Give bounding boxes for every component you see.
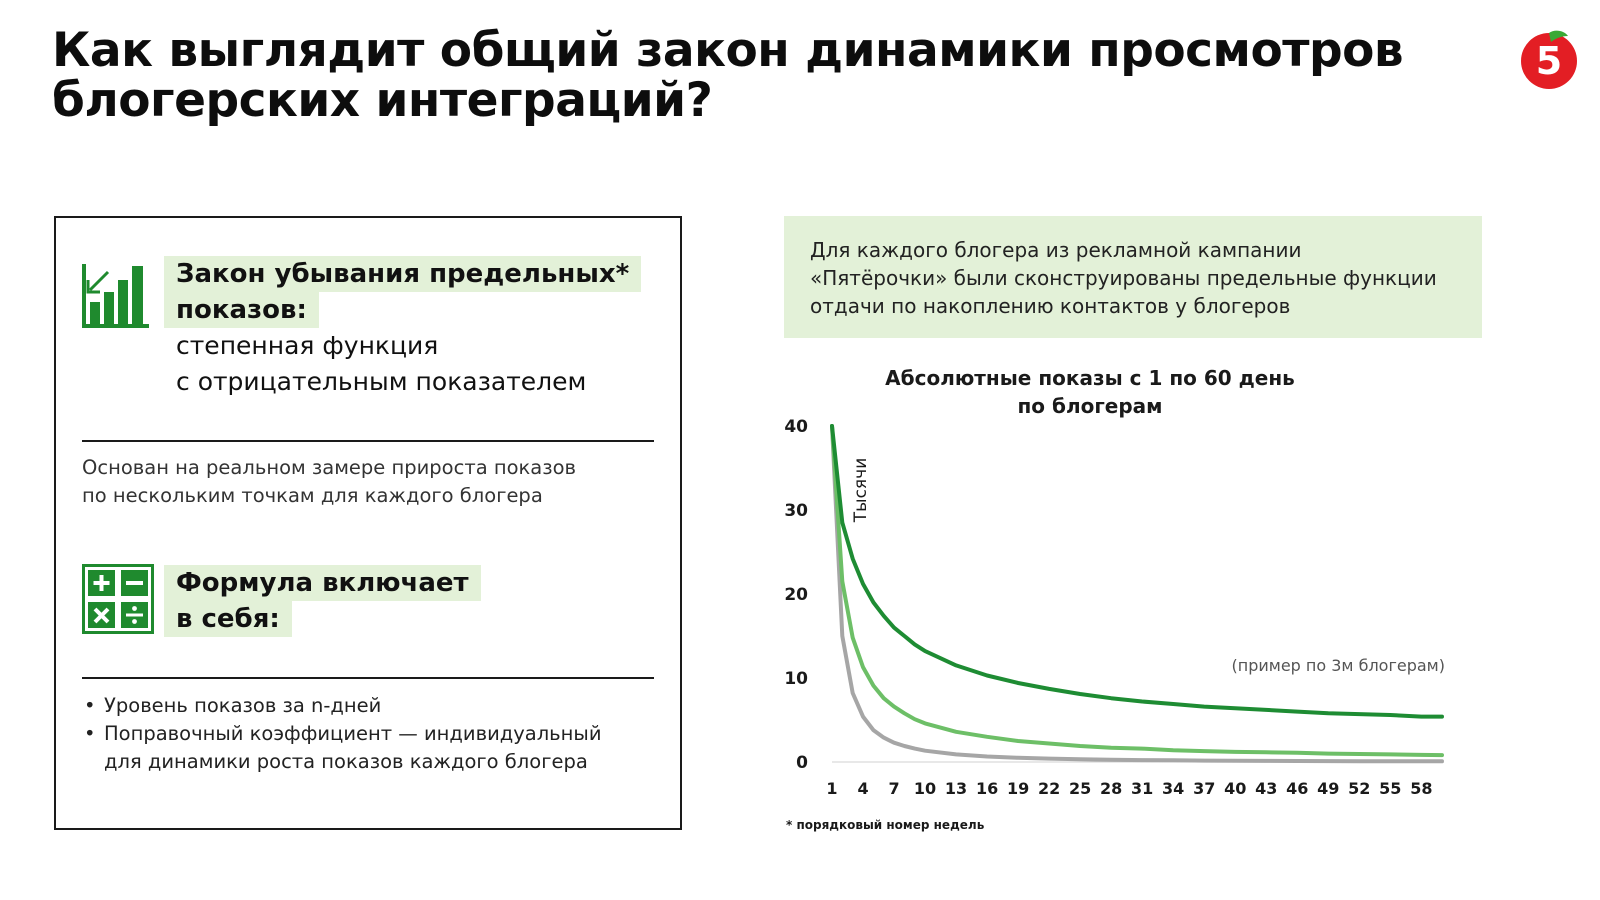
x-tick-label: 52 xyxy=(1348,779,1371,798)
x-tick-label: 43 xyxy=(1255,779,1278,798)
x-tick-label: 28 xyxy=(1100,779,1123,798)
y-tick-label: 30 xyxy=(784,501,808,521)
x-tick-label: 19 xyxy=(1006,779,1030,798)
note-line1: Для каждого блогера из рекламной кампании xyxy=(810,238,1302,262)
y-tick-label: 0 xyxy=(796,753,808,773)
x-tick-label: 46 xyxy=(1286,779,1309,798)
chart-annotation: (пример по 3м блогерам) xyxy=(1231,656,1445,675)
x-tick-label: 10 xyxy=(913,779,937,798)
basis-text xyxy=(82,454,662,510)
x-tick-label: 58 xyxy=(1410,779,1433,798)
x-tick-label: 1 xyxy=(826,779,838,798)
bullet-text: • Поправочный коэффициент — индивидуальный xyxy=(104,722,602,745)
info-note xyxy=(784,216,1482,338)
law-description-line1: степенная функция xyxy=(176,331,439,360)
formula-heading-line1: Формула включает xyxy=(164,565,481,601)
chart-title-line2: по блогерам xyxy=(1017,394,1163,418)
calculator-icon xyxy=(82,564,154,634)
basis-line1: Основан на реальном замере прироста показов xyxy=(82,456,577,479)
list-item xyxy=(82,720,672,776)
law-description-line2: с отрицательным показателем xyxy=(176,367,587,396)
note-line3: отдачи по накоплению контактов у блогеров xyxy=(810,294,1291,318)
x-tick-label: 34 xyxy=(1162,779,1185,798)
bullet-text: для динамики роста показов каждого блогера xyxy=(104,750,588,773)
x-tick-label: 49 xyxy=(1317,779,1340,798)
formula-heading-line2: в себя: xyxy=(164,601,292,637)
x-tick-label: 13 xyxy=(944,779,968,798)
y-tick-label: 10 xyxy=(784,669,808,689)
y-tick-label: 40 xyxy=(784,417,808,437)
bar-chart-decline-icon xyxy=(82,262,150,330)
divider-bottom xyxy=(82,677,654,679)
x-tick-label: 40 xyxy=(1224,779,1247,798)
x-tick-label: 22 xyxy=(1037,779,1061,798)
x-tick-label: 55 xyxy=(1379,779,1402,798)
divider-top xyxy=(82,440,654,442)
basis-line2: по нескольким точкам для каждого блогера xyxy=(82,484,543,507)
x-tick-label: 31 xyxy=(1131,779,1154,798)
y-axis-label: Тысячи xyxy=(851,457,871,523)
series-line-2 xyxy=(832,426,1442,755)
x-tick-label: 37 xyxy=(1193,779,1216,798)
law-heading-block xyxy=(164,256,641,400)
law-heading-line1: Закон убывания предельных* xyxy=(164,256,641,292)
note-line2: «Пятёрочки» были сконструированы предельные функции xyxy=(810,266,1437,290)
list-item xyxy=(82,692,672,720)
formula-heading-block xyxy=(164,565,481,637)
chart-footnote: * порядковый номер недель xyxy=(786,818,985,832)
pyaterochka-logo xyxy=(1518,28,1580,90)
y-tick-label: 20 xyxy=(784,585,808,605)
law-panel xyxy=(54,216,682,830)
x-tick-label: 4 xyxy=(857,779,869,798)
series-line-3 xyxy=(832,426,1442,761)
page-title: Как выглядит общий закон динамики просмотров блогерских интеграций? xyxy=(52,23,1404,128)
x-tick-label: 16 xyxy=(975,779,999,798)
chart-title-line1: Абсолютные показы с 1 по 60 день xyxy=(885,366,1295,390)
views-decay-chart xyxy=(770,400,1490,810)
formula-components-list xyxy=(82,692,672,776)
x-tick-label: 25 xyxy=(1069,779,1092,798)
logo-digit: 5 xyxy=(1535,39,1563,83)
law-heading-line2: показов: xyxy=(164,292,319,328)
bullet-text: Уровень показов за n-дней xyxy=(104,694,382,717)
x-tick-label: 7 xyxy=(888,779,900,798)
